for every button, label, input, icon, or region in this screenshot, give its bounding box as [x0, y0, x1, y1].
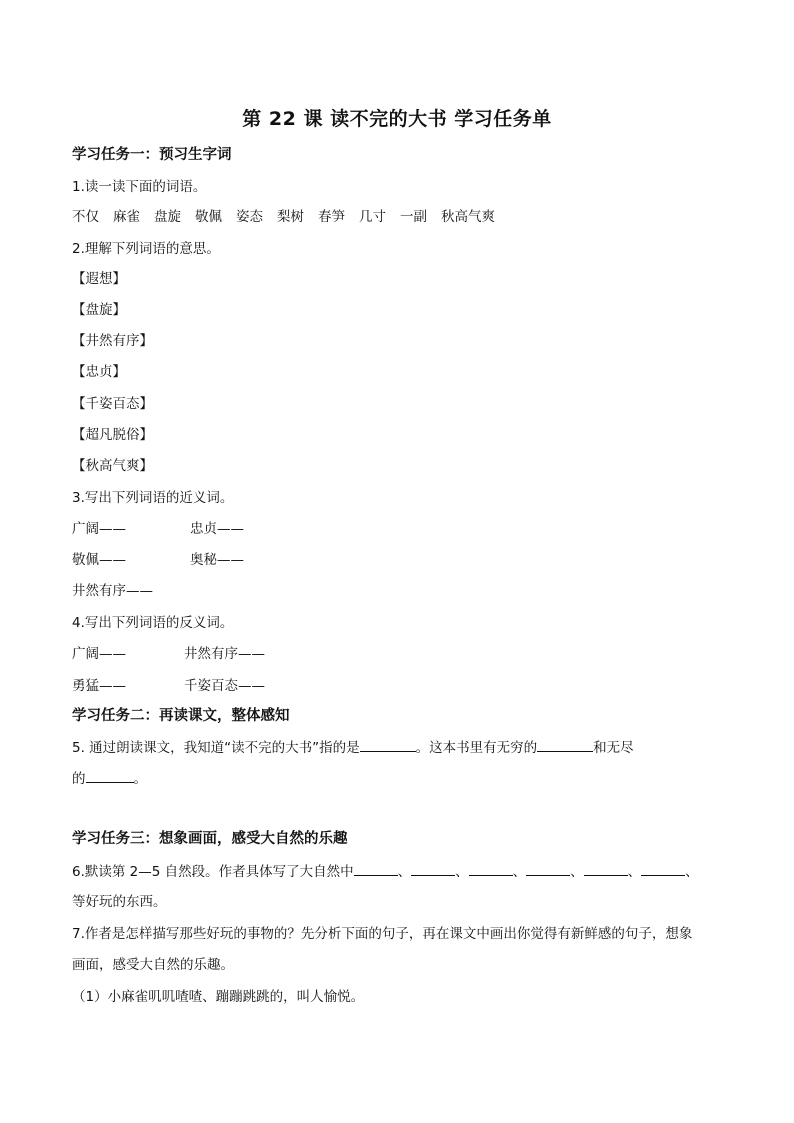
term-item: 【遐想】 [72, 271, 126, 287]
task2-heading: 学习任务二：再读课文，整体感知 [72, 708, 290, 724]
term-item: 【超凡脱俗】 [72, 427, 153, 443]
vocab-word: 秋高气爽 [441, 209, 495, 225]
vocab-word: 盘旋 [154, 209, 181, 225]
q5-text: 和无尽 [593, 740, 634, 756]
task1-heading: 学习任务一：预习生字词 [72, 147, 232, 163]
antonym-item: 井然有序—— [184, 646, 265, 662]
q5-text: 的 [72, 771, 86, 787]
separator: 、 [455, 864, 469, 880]
vocab-word-list [72, 208, 495, 226]
answer-blank[interactable] [641, 862, 685, 876]
q1-prompt: 1.读一读下面的词语。 [72, 179, 207, 195]
page-title: 第 22 课 读不完的大书 学习任务单 [242, 108, 552, 130]
q2-prompt: 2.理解下列词语的意思。 [72, 241, 220, 257]
q5-line1 [72, 738, 634, 757]
synonym-item: 广阔—— [72, 521, 126, 537]
q7-line1: 7.作者是怎样描写那些好玩的事物的？先分析下面的句子，再在课文中画出你觉得有新鲜感的句子，想象 [72, 926, 693, 942]
q7-sub1: （1）小麻雀叽叽喳喳、蹦蹦跳跳的，叫人愉悦。 [72, 989, 365, 1005]
antonym-item: 广阔—— [72, 646, 126, 662]
synonym-item: 井然有序—— [72, 583, 153, 599]
q6-line1 [72, 862, 699, 881]
term-item: 【忠贞】 [72, 364, 126, 380]
answer-blank[interactable] [537, 738, 593, 752]
q5-text: 。 [133, 771, 147, 787]
answer-blank[interactable] [354, 862, 398, 876]
separator: 、 [627, 864, 642, 880]
answer-blank[interactable] [411, 862, 455, 876]
vocab-word: 不仅 [72, 209, 99, 225]
answer-blank[interactable] [584, 862, 628, 876]
vocab-word: 春笋 [318, 209, 345, 225]
vocab-word: 姿态 [236, 209, 263, 225]
term-item: 【盘旋】 [72, 302, 126, 318]
separator: 、 [397, 864, 412, 880]
q5-text: 。这本书里有无穷的 [415, 740, 538, 756]
synonym-item: 忠贞—— [190, 521, 244, 537]
separator: 、 [570, 864, 584, 880]
q3-prompt: 3.写出下列词语的近义词。 [72, 490, 234, 506]
q6-line2: 等好玩的东西。 [72, 894, 167, 910]
task3-heading: 学习任务三：想象画面，感受大自然的乐趣 [72, 831, 348, 847]
answer-blank[interactable] [86, 769, 134, 783]
q5-text: 5. 通过朗读课文，我知道“读不完的大书”指的是 [72, 740, 360, 756]
answer-blank[interactable] [469, 862, 513, 876]
synonym-item: 奥秘—— [190, 552, 244, 568]
q4-prompt: 4.写出下列词语的反义词。 [72, 615, 234, 631]
q5-line2 [72, 769, 147, 788]
vocab-word: 几寸 [359, 209, 386, 225]
vocab-word: 一副 [400, 209, 427, 225]
synonym-item: 敬佩—— [72, 552, 126, 568]
antonym-item: 勇猛—— [72, 678, 126, 694]
vocab-word: 敬佩 [195, 209, 222, 225]
separator: 、 [512, 864, 527, 880]
term-item: 【千姿百态】 [72, 396, 153, 412]
antonym-item: 千姿百态—— [184, 678, 265, 694]
vocab-word: 麻雀 [113, 209, 140, 225]
answer-blank[interactable] [360, 738, 416, 752]
q6-text: 6.默读第 2—5 自然段。作者具体写了大自然中 [72, 864, 354, 880]
term-item: 【秋高气爽】 [72, 458, 153, 474]
answer-blank[interactable] [526, 862, 570, 876]
term-item: 【井然有序】 [72, 333, 153, 349]
separator: 、 [685, 864, 699, 880]
q7-line2: 画面，感受大自然的乐趣。 [72, 957, 234, 973]
vocab-word: 梨树 [277, 209, 304, 225]
